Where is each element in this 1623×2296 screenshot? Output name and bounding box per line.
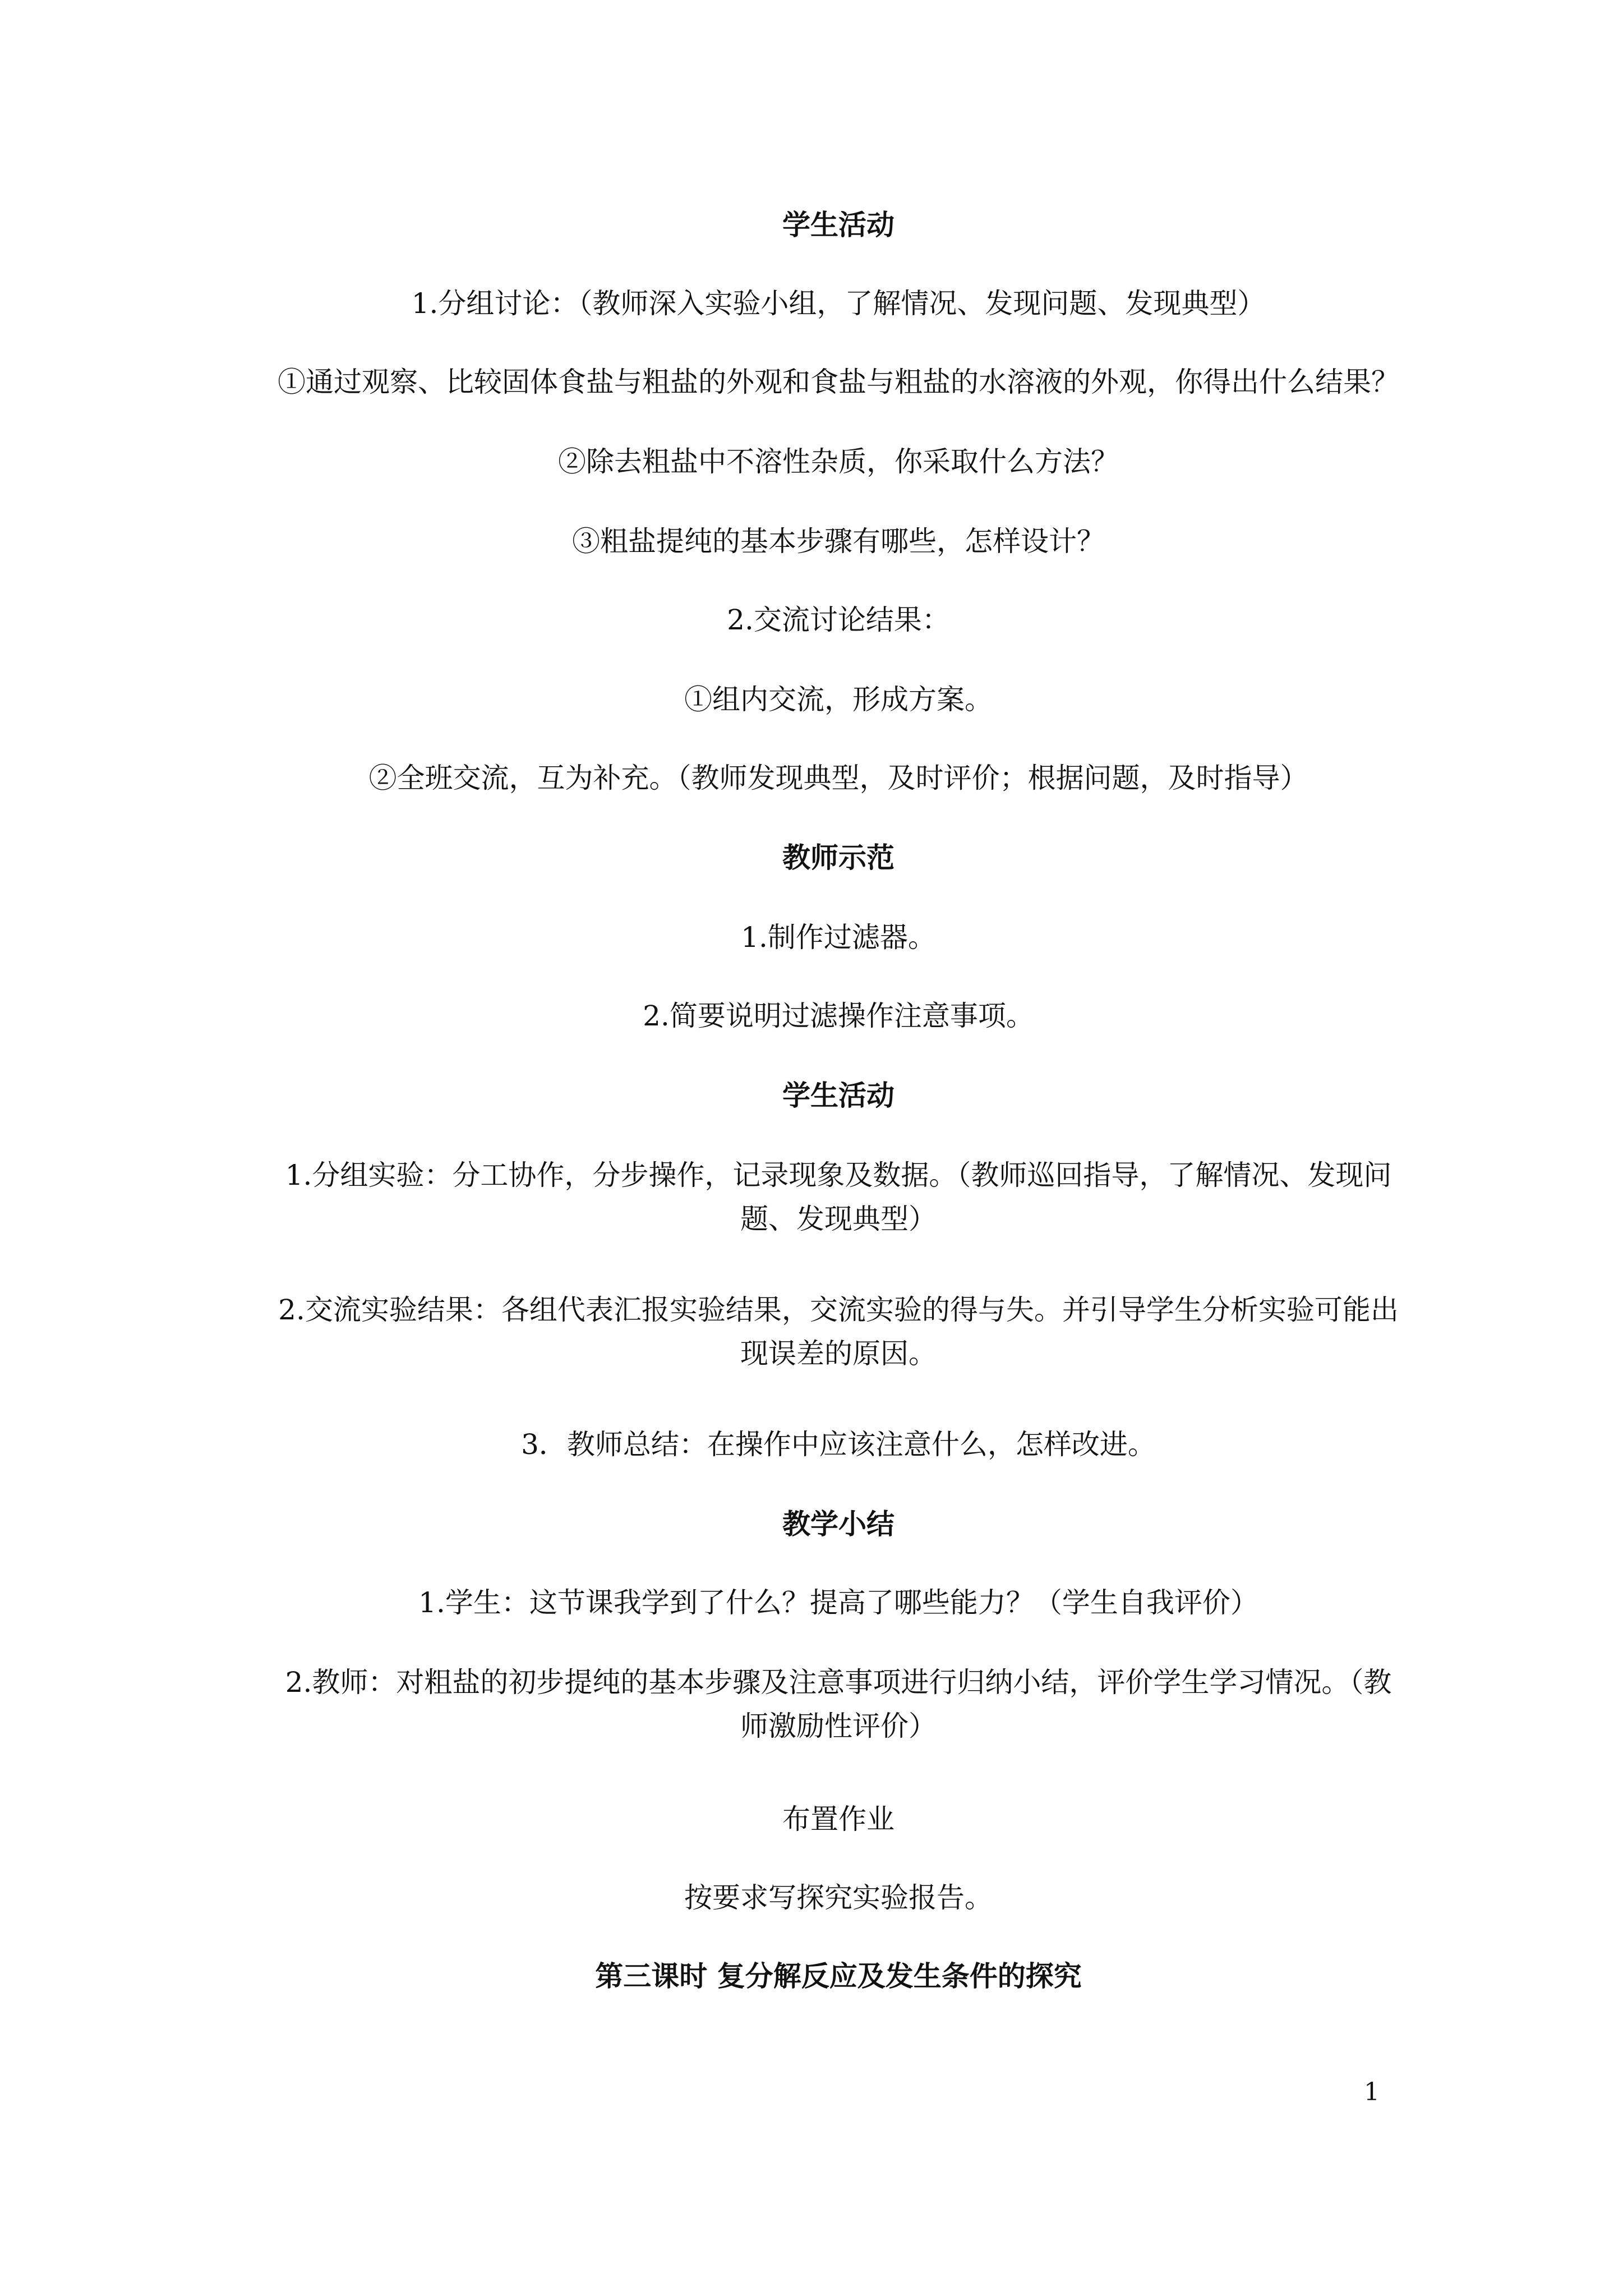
heading-lesson-summary: 教学小结 — [782, 1507, 895, 1540]
page-number: 1 — [1364, 2078, 1380, 2106]
paragraph-teacher-reflection: 2.教师：对粗盐的初步提纯的基本步骤及注意事项进行归纳小结，评价学生学习情况。（教师激励性评价） — [285, 1666, 1392, 1742]
heading-homework: 布置作业 — [782, 1803, 895, 1835]
heading-teacher-demo: 教师示范 — [782, 841, 895, 874]
paragraph-filter-notes: 2.简要说明过滤操作注意事项。 — [643, 1000, 1034, 1032]
paragraph-question-3: ③粗盐提纯的基本步骤有哪些，怎样设计？ — [572, 525, 1105, 558]
heading-student-activity-2: 学生活动 — [782, 1079, 895, 1112]
paragraph-student-reflection: 1.学生：这节课我学到了什么？提高了哪些能力？（学生自我评价） — [418, 1586, 1258, 1619]
paragraph-experiment-results: 2.交流实验结果：各组代表汇报实验结果，交流实验的得与失。并引导学生分析实验可能出现误差的原因。 — [278, 1294, 1399, 1370]
paragraph-group-exchange: ①组内交流，形成方案。 — [684, 683, 993, 716]
paragraph-homework-task: 按要求写探究实验报告。 — [684, 1881, 993, 1914]
paragraph-teacher-summary: 3．教师总结：在操作中应该注意什么，怎样改进。 — [521, 1428, 1156, 1461]
paragraph-question-2: ②除去粗盐中不溶性杂质，你采取什么方法？ — [558, 445, 1119, 478]
paragraph-class-exchange: ②全班交流，互为补充。（教师发现典型，及时评价；根据问题，及时指导） — [368, 762, 1308, 794]
paragraph-group-discussion: 1.分组讨论：（教师深入实验小组，了解情况、发现问题、发现典型） — [411, 287, 1266, 320]
paragraph-exchange-results: 2.交流讨论结果： — [727, 604, 950, 636]
paragraph-make-filter: 1.制作过滤器。 — [741, 921, 936, 954]
heading-student-activity-1: 学生活动 — [782, 208, 895, 241]
paragraph-question-1: ①通过观察、比较固体食盐与粗盐的外观和食盐与粗盐的水溶液的外观，你得出什么结果？ — [278, 366, 1399, 398]
heading-third-lesson: 第三课时 复分解反应及发生条件的探究 — [595, 1959, 1082, 1993]
paragraph-group-experiment: 1.分组实验：分工协作，分步操作，记录现象及数据。（教师巡回指导，了解情况、发现问题、发现典型） — [285, 1159, 1392, 1235]
